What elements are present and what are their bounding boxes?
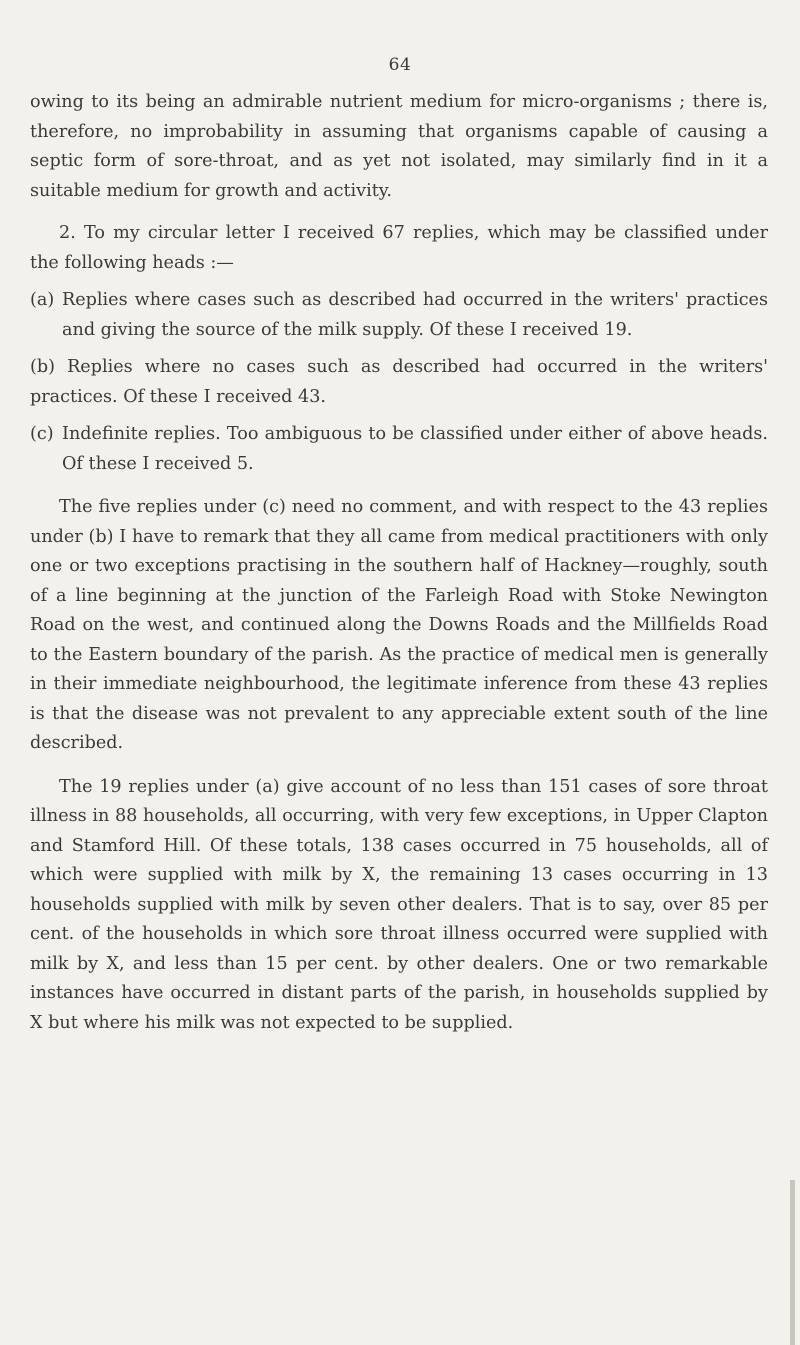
paragraph-replies-b: The five replies under (c) need no comment, and with respect to the 43 replies under (b) I have to remark that they all came from medical practitioners with only one or two exceptions practising in the southern half of Hackney—roughly, south of a line beginning at the junction of the Farleigh Road with Stoke Newington Road on the west, and continued along the Downs Roads and the Millfields Road to the Eastern boundary of the parish. As the practice of medical men is generally in their immediate neighbourhood, the legitimate inference from these 43 replies is that the disease was not prevalent to any appreciable extent south of the line described. (30, 497, 768, 753)
list-marker-c: (c) (30, 424, 54, 444)
paragraph-circular-letter: 2. To my circular letter I received 67 replies, which may be classified under the following heads :— (30, 223, 768, 273)
list-marker-b: (b) (30, 357, 55, 377)
list-item-b (30, 353, 768, 412)
list-text-c: Indefinite replies. Too ambiguous to be classified under either of above heads. Of these I received 5. (62, 424, 768, 474)
page-edge-shadow (790, 1180, 795, 1345)
page-number: 64 (388, 55, 412, 75)
list-item-c (30, 420, 768, 479)
paragraph-continuation: owing to its being an admirable nutrient medium for micro-organisms ; there is, therefore, no improbability in assuming that organisms capable of causing a septic form of sore-throat, and as yet not isolated, may similarly find in it a suitable medium for growth and activity. (30, 92, 768, 201)
list-text-b: Replies where no cases such as described had occurred in the writers' practices. Of these I received 43. (30, 357, 769, 407)
page-body (30, 88, 768, 1038)
list-text-a: Replies where cases such as described had occurred in the writers' practices and giving the source of the milk supply. Of these I received 19. (62, 290, 768, 340)
paragraph-replies-a: The 19 replies under (a) give account of no less than 151 cases of sore throat illness in 88 households, all occurring, with very few exceptions, in Upper Clapton and Stamford Hill. Of these totals, 138 cases occurred in 75 households, all of which were supplied with milk by X, the remaining 13 cases occurring in 13 households supplied with milk by seven other dealers. That is to say, over 85 per cent. of the households in which sore throat illness occurred were supplied with milk by X, and less than 15 per cent. by other dealers. One or two remarkable instances have occurred in distant parts of the parish, in households supplied by X but where his milk was not expected to be supplied. (30, 776, 768, 1033)
list-marker-a: (a) (30, 290, 55, 310)
list-item-a (30, 286, 768, 345)
